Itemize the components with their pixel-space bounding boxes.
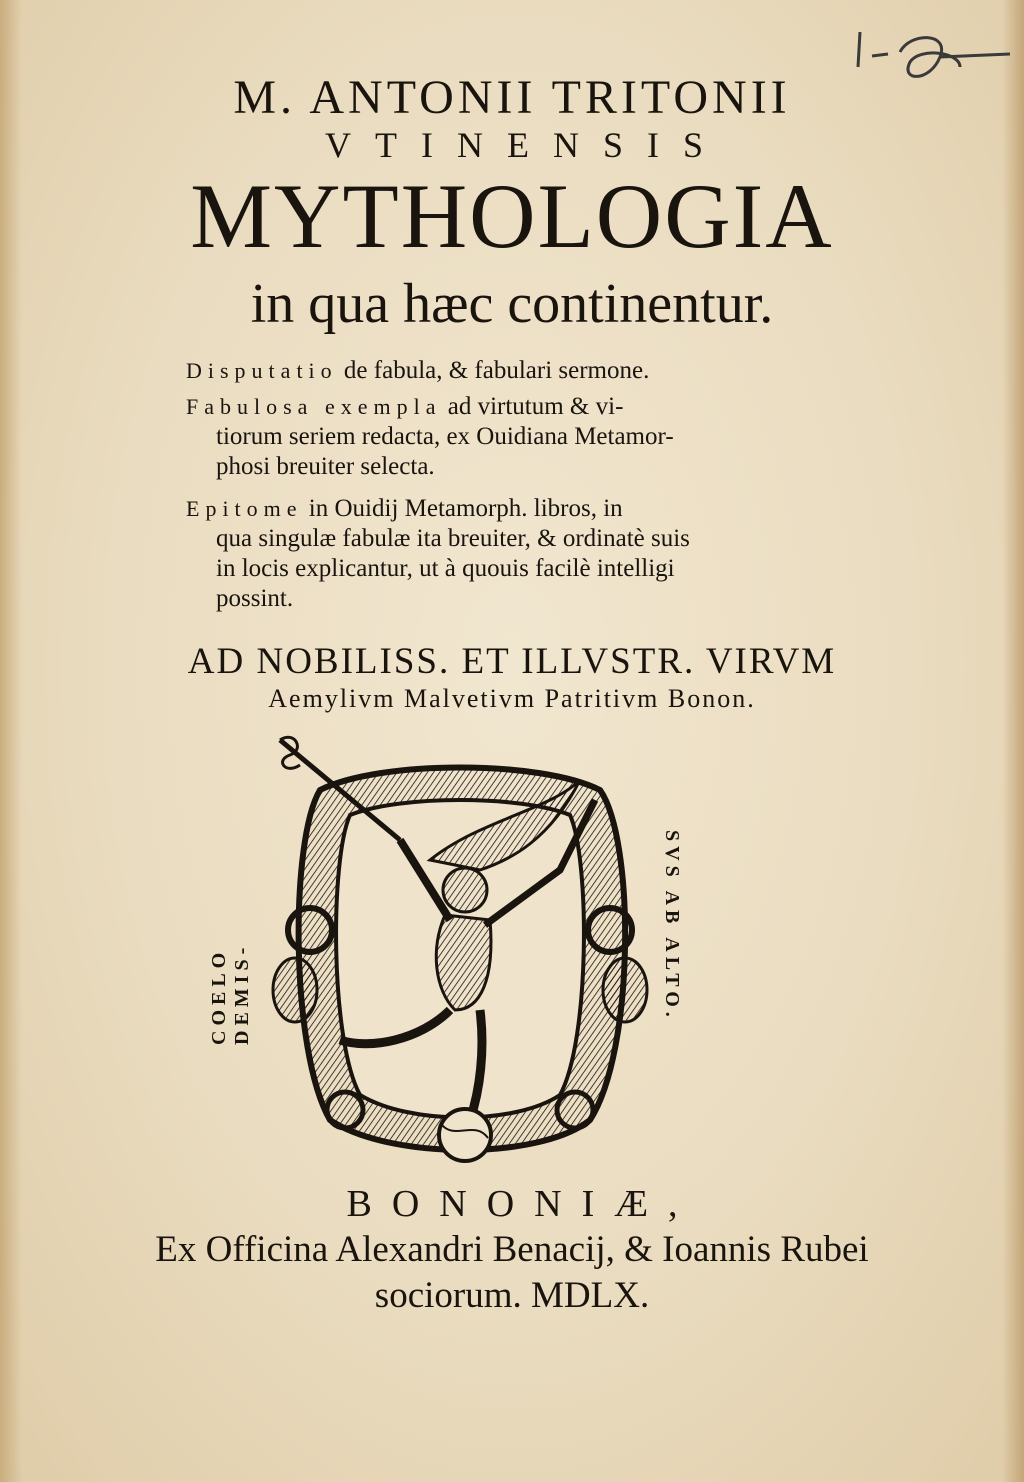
- imprint-year: sociorum. MDLX.: [374, 1275, 650, 1316]
- contents-cont: qua singulæ fabulæ ita breuiter, & ordinatè suis: [216, 525, 690, 552]
- contents-head: Disputatio: [186, 358, 338, 383]
- contents-cont: in locis explicantur, ut à quouis facilè intelligi: [216, 555, 675, 582]
- contents-text: de fabula, & fabulari sermone.: [343, 357, 650, 384]
- imprint-printers: Ex Officina Alexandri Benacij, & Ioannis Rubei: [155, 1229, 869, 1270]
- contents-head: Fabulosa exempla: [186, 394, 442, 419]
- contents-cont: possint.: [216, 585, 294, 612]
- dedication-line-2: Aemylivm Malvetivm Patritivm Bonon.: [268, 684, 756, 713]
- main-title: MYTHOLOGIA: [190, 165, 834, 267]
- contents-text: in Ouidij Metamorph. libros, in: [308, 495, 623, 522]
- contents-cont: phosi breuiter selecta.: [216, 453, 435, 480]
- author-line: M. ANTONII TRITONII: [233, 71, 791, 124]
- dedication-line-1: AD NOBILISS. ET ILLVSTR. VIRVM: [187, 641, 837, 682]
- contents-head: Epitome: [186, 496, 303, 521]
- contents-text: ad virtutum & vi-: [447, 393, 624, 420]
- origin-line: VTINENSIS: [325, 125, 727, 165]
- contents-item-epitome: [186, 494, 776, 614]
- printers-device-woodcut: [250, 720, 670, 1170]
- imprint-city: BONONIÆ,: [346, 1183, 698, 1225]
- contents-item-disputatio: [186, 356, 776, 386]
- motto-left: COELO DEMIS-: [208, 942, 253, 1045]
- contents-item-exempla: [186, 392, 776, 482]
- contents-cont: tiorum seriem redacta, ex Ouidiana Metamor-: [216, 423, 674, 450]
- motto-right: SVS AB ALTO.: [661, 830, 683, 1022]
- subtitle: in qua hæc continentur.: [250, 273, 774, 335]
